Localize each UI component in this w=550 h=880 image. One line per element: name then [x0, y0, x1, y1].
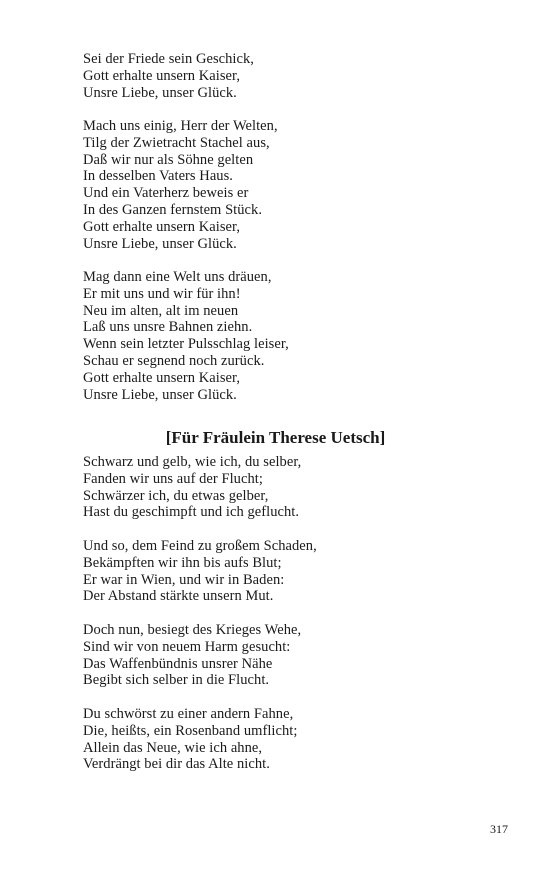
verse-line: Verdrängt bei dir das Alte nicht.: [83, 756, 270, 773]
verse-line: Gott erhalte unsern Kaiser,: [83, 67, 240, 84]
verse-line: Hast du geschimpft und ich geflucht.: [83, 504, 300, 521]
verse-line: Gott erhalte unsern Kaiser,: [83, 369, 240, 386]
verse-line: Und so, dem Feind zu großem Schaden,: [83, 538, 317, 554]
verse-line: Neu im alten, alt im neuen: [83, 302, 239, 319]
verse-line: Schwarz und gelb, wie ich, du selber,: [83, 454, 302, 470]
verse-line: Schwärzer ich, du etwas gelber,: [83, 487, 269, 504]
verse-line: Laß uns unsre Bahnen ziehn.: [83, 319, 253, 336]
verse-line: Bekämpften wir ihn bis aufs Blut;: [83, 554, 282, 571]
verse-line: Wenn sein letzter Pulsschlag leiser,: [83, 336, 289, 353]
verse-line: Und ein Vaterherz beweis er: [83, 185, 249, 202]
poem2-stanza-2: [83, 538, 317, 605]
verse-line: Das Waffenbündnis unsrer Nähe: [83, 655, 273, 672]
poem1-stanza-1: [83, 51, 254, 101]
verse-line: Daß wir nur als Söhne gelten: [83, 151, 254, 168]
verse-line: Mach uns einig, Herr der Welten,: [83, 118, 278, 134]
verse-line: Er mit uns und wir für ihn!: [83, 285, 241, 302]
verse-line: In desselben Vaters Haus.: [83, 168, 233, 185]
poem2-stanza-4: [83, 706, 297, 773]
verse-line: Fanden wir uns auf der Flucht;: [83, 470, 263, 487]
poem-title: [Für Fräulein Therese Uetsch]: [165, 428, 386, 447]
verse-line: Sind wir von neuem Harm gesucht:: [83, 638, 291, 655]
verse-line: Unsre Liebe, unser Glück.: [83, 386, 237, 403]
verse-line: Begibt sich selber in die Flucht.: [83, 672, 270, 689]
poem2-stanza-3: [83, 622, 301, 689]
verse-line: Er war in Wien, und wir in Baden:: [83, 571, 285, 588]
poem1-stanza-2: [83, 118, 278, 252]
verse-line: In des Ganzen fernstem Stück.: [83, 201, 263, 218]
verse-line: Schau er segnend noch zurück.: [83, 352, 265, 369]
verse-line: Unsre Liebe, unser Glück.: [83, 84, 237, 101]
verse-line: Gott erhalte unsern Kaiser,: [83, 218, 240, 235]
page-number: 317: [490, 822, 508, 836]
verse-line: Unsre Liebe, unser Glück.: [83, 235, 237, 252]
verse-line: Allein das Neue, wie ich ahne,: [83, 739, 263, 756]
poem2-stanza-1: [83, 454, 301, 521]
verse-line: Tilg der Zwietracht Stachel aus,: [83, 134, 270, 151]
verse-line: Doch nun, besiegt des Krieges Wehe,: [83, 622, 302, 638]
verse-line: Der Abstand stärkte unsern Mut.: [83, 588, 274, 605]
poem1-stanza-3: [83, 269, 289, 403]
verse-line: Du schwörst zu einer andern Fahne,: [83, 706, 294, 722]
verse-line: Die, heißts, ein Rosenband umflicht;: [83, 722, 298, 739]
verse-line: Mag dann eine Welt uns dräuen,: [83, 269, 272, 285]
verse-line: Sei der Friede sein Geschick,: [83, 51, 254, 67]
